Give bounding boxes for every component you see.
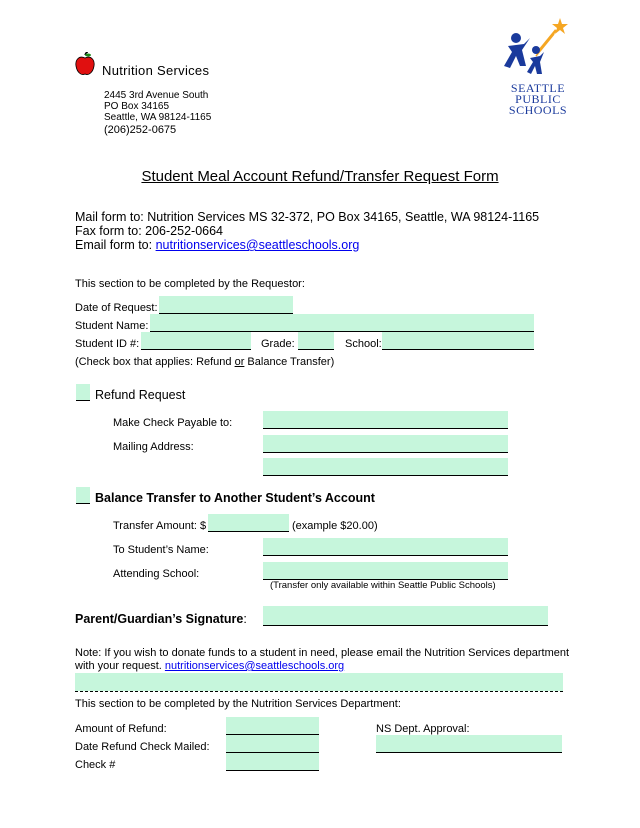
attending-school-label: Attending School:: [113, 568, 200, 580]
transfer-note: (Transfer only available within Seattle Public Schools): [270, 580, 496, 591]
donation-note-prefix: with your request.: [75, 660, 165, 672]
requestor-section-label: This section to be completed by the Requestor:: [75, 278, 305, 290]
grade-field[interactable]: [298, 332, 334, 350]
check-instruction-end: Balance Transfer): [244, 356, 335, 368]
date-of-request-field[interactable]: [159, 296, 293, 314]
signature-field[interactable]: [263, 606, 548, 626]
signature-label-text: Parent/Guardian’s Signature: [75, 612, 244, 626]
donation-note-line2: [75, 660, 344, 672]
check-payable-label: Make Check Payable to:: [113, 417, 233, 429]
phone-number: (206)252-0675: [104, 124, 177, 136]
email-link[interactable]: nutritionservices@seattleschools.org: [155, 238, 360, 252]
check-payable-field[interactable]: [263, 411, 508, 429]
to-student-name-field[interactable]: [263, 538, 508, 556]
refund-amount-field[interactable]: [226, 717, 319, 735]
check-number-label: Check #: [75, 759, 116, 771]
balance-transfer-checkbox[interactable]: [76, 487, 90, 504]
ns-section-label: This section to be completed by the Nutrition Services Department:: [75, 698, 401, 710]
grade-label: Grade:: [261, 338, 295, 350]
logo-text-seattle: SEATTLE: [510, 81, 566, 95]
date-mailed-label: Date Refund Check Mailed:: [75, 741, 210, 753]
form-title: Student Meal Account Refund/Transfer Request Form: [141, 168, 499, 185]
mail-to-line: Mail form to: Nutrition Services MS 32-372, PO Box 34165, Seattle, WA 98124-1165: [75, 210, 540, 224]
school-field[interactable]: [382, 332, 534, 350]
address-line2: PO Box 34165: [104, 101, 170, 112]
transfer-amount-label: Transfer Amount: $: [113, 520, 207, 532]
student-id-field[interactable]: [141, 332, 251, 350]
refund-amount-label: Amount of Refund:: [75, 723, 167, 735]
school-label: School:: [345, 338, 382, 350]
student-name-label: Student Name:: [75, 320, 149, 332]
transfer-amount-example: (example $20.00): [292, 520, 378, 532]
check-number-field[interactable]: [226, 753, 319, 771]
logo-figures-icon: [500, 16, 576, 78]
student-name-field[interactable]: [150, 314, 534, 332]
check-instruction-start: (Check box that applies: Refund: [75, 356, 235, 368]
balance-transfer-label: Balance Transfer to Another Student’s Account: [95, 491, 375, 505]
ns-approval-field[interactable]: [376, 735, 562, 753]
seattle-public-schools-logo: [500, 16, 576, 117]
address-line1: 2445 3rd Avenue South: [104, 90, 209, 101]
signature-label: [75, 612, 247, 626]
address-line3: Seattle, WA 98124-1165: [104, 112, 212, 123]
mailing-address-field-2[interactable]: [263, 458, 508, 476]
transfer-amount-field[interactable]: [208, 514, 289, 532]
donation-email-link[interactable]: nutritionservices@seattleschools.org: [164, 660, 345, 672]
logo-text-schools: SCHOOLS: [508, 103, 568, 117]
donation-note-line1: Note: If you wish to donate funds to a student in need, please email the Nutrition Services department: [75, 647, 570, 659]
section-divider: [75, 691, 563, 692]
mailing-address-field-1[interactable]: [263, 435, 508, 453]
date-mailed-field[interactable]: [226, 735, 319, 753]
student-id-label: Student ID #:: [75, 338, 140, 350]
email-to-line: [75, 238, 359, 252]
refund-request-checkbox[interactable]: [76, 384, 90, 401]
logo-text-public: PUBLIC: [515, 92, 561, 106]
date-of-request-label: Date of Request:: [75, 302, 158, 314]
signature-label-colon: :: [243, 612, 247, 626]
refund-request-label: Refund Request: [95, 388, 186, 402]
to-student-name-label: To Student’s Name:: [113, 544, 209, 556]
email-to-label: Email form to:: [75, 238, 156, 252]
check-instruction-or: or: [234, 356, 245, 368]
fax-to-line: Fax form to: 206-252-0664: [75, 224, 223, 238]
mailing-address-label: Mailing Address:: [113, 441, 194, 453]
apple-icon: [74, 52, 96, 76]
note-highlight-bar: [75, 673, 563, 691]
check-instruction: [75, 356, 334, 368]
org-name: Nutrition Services: [102, 63, 210, 78]
attending-school-field[interactable]: [263, 562, 508, 580]
ns-approval-label: NS Dept. Approval:: [376, 723, 470, 735]
